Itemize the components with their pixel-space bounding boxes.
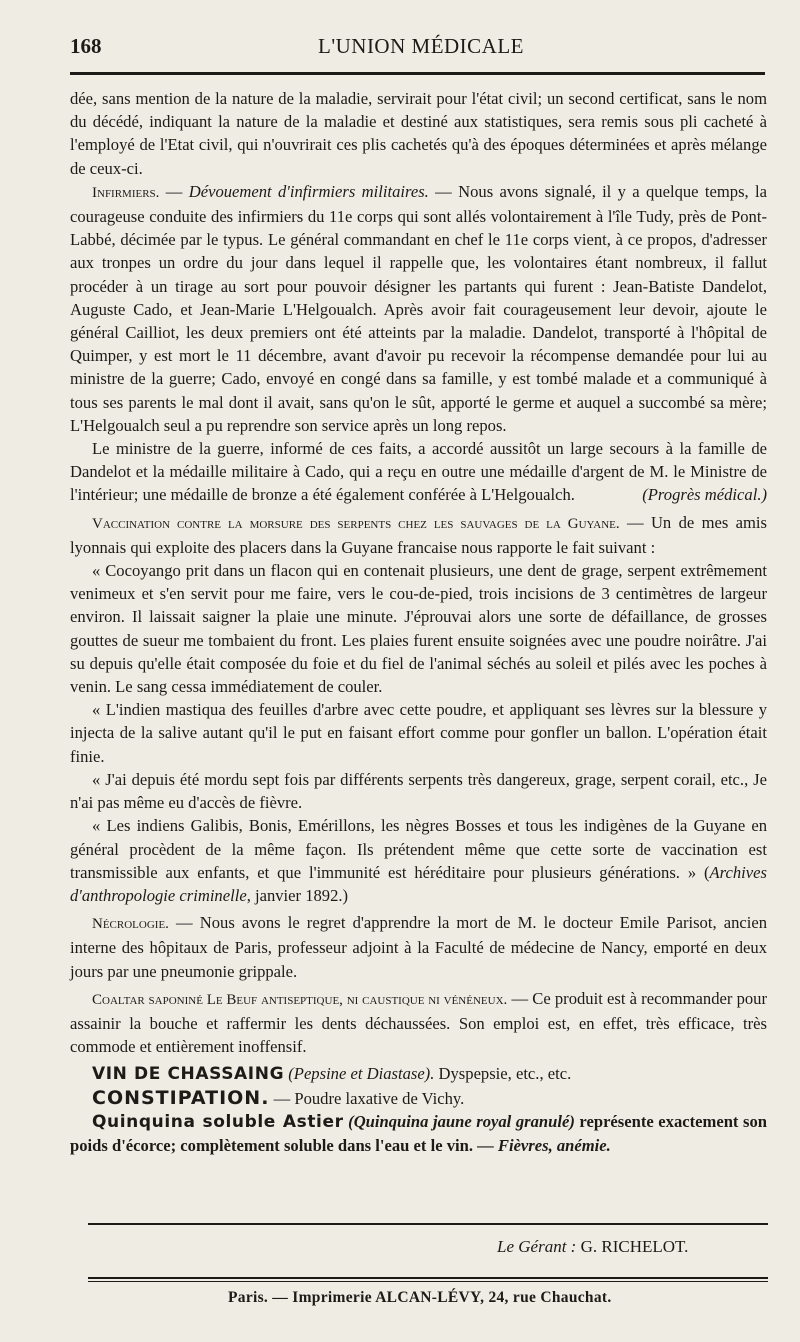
- paragraph-coaltar: Coaltar saponiné Le Beuf antiseptique, ni caustique ni vénéneux. — Ce produit est à recommander pour assainir la bouche et raffermir les dents déchaussées. Son emploi est, en effet, très efficace, très commode et entièrement inoffensif.: [70, 988, 768, 1057]
- ad-product-text: représente exactement son poids d'écorce; complètement soluble dans l'eau et le vin. —: [70, 1111, 767, 1155]
- journal-title: L'UNION MÉDICALE: [318, 34, 525, 58]
- footer-rule: [88, 1223, 768, 1225]
- paragraph-quote-2: « L'indien mastiqua des feuilles d'arbre avec cette poudre, et appliquant ses lèvres sur la blessure y injecta de la salive autant qu'il le put en faisant effort comme pour gonfler un ballon. L'opération était finie.: [70, 700, 767, 766]
- paragraph-infirmiers: Infirmiers. — Dévouement d'infirmiers militaires. — Nous avons signalé, il y a quelque temps, la courageuse conduite des infirmiers du 11e corps qui sont allés volontairement à l'île Tudy, près de Pont-Labbé, décimée par le typus. Le général commandant en chef le 11e corps vient, à ce propos, d'adresser aux tronpes un ordre du jour dans lequel il rappelle que, les volontaires étant nombreux, il fallut procéder à un tirage au sort pour pouvoir désigner les partants qui furent : Jean-Batiste Dandelot, Auguste Cado, et Jean-Marie L'Helgoualch. Après avoir fait courageusement leur devoir, ajoute le général Cailliot, les deux premiers ont été atteints par la maladie. Dandelot, transporté à l'hôpital de Quimper, y est mort le 11 décembre, avant d'avoir pu recevoir la récompense demandée pour lui au ministre de la guerre; Cado, envoyé en congé dans sa famille, y est tombé malade et a communiqué à tous ses parents le mal dont il avait, sans qu'on le sût, apporté le germe et auquel a succombé sa mère; L'Helgoualch seul a pu reprendre son service après un long repos.: [70, 181, 767, 435]
- section-heading-necrologie: Nécrologie.: [92, 916, 169, 933]
- ad-product-sub: (Pepsine et Diastase).: [288, 1064, 435, 1084]
- section-heading-vaccination: Vaccination contre la morsure des serpents chez les sauvages de la Guyane.: [92, 515, 620, 532]
- section-heading-coaltar: Coaltar saponiné Le Beuf antiseptique, ni caustique ni vénéneux.: [92, 991, 508, 1008]
- paragraph-text: Un de mes amis lyonnais qui exploite des placers dans la Guyane francaise nous rapporte le fait suivant :: [70, 512, 767, 557]
- section-subheading: Dévouement d'infirmiers militaires.: [188, 181, 429, 201]
- ad-constipation: [70, 1087, 767, 1110]
- paragraph-necrologie: Nécrologie. — Nous avons le regret d'apprendre la mort de M. le docteur Emile Parisot, ancien interne des hôpitaux de Paris, professeur adjoint à la Faculté de médecine de Nancy, emporté en deux jours par une pneumonie grippale.: [70, 913, 768, 981]
- source-citation: Archives d'anthropologie criminelle: [70, 862, 767, 905]
- ad-product-name: Quinquina soluble Astier: [92, 1111, 344, 1132]
- paragraph-text: Nous avons signalé, il y a quelque temps, la courageuse conduite des infirmiers du 11e corps qui sont allés volontairement à l'île Tudy, près de Pont-Labbé, décimée par le typus. Le général commandant en chef le 11e corps vient, à ce propos, d'adresser aux tronpes un ordre du jour dans lequel il rappelle que, les volontaires étant nombreux, il fallut procéder à un tirage au sort pour pouvoir désigner les partants qui furent : Jean-Batiste Dandelot, Auguste Cado, et Jean-Marie L'Helgoualch. Après avoir fait courageusement leur devoir, ajoute le général Cailliot, les deux premiers ont été atteints par la maladie. Dandelot, transporté à l'hôpital de Quimper, y est mort le 11 décembre, avant d'avoir pu recevoir la récompense demandée pour lui au ministre de la guerre; Cado, envoyé en congé dans sa famille, y est tombé malade et a communiqué à tous ses parents le mal dont il avait, sans qu'on le sût, apporté le germe et auquel a succombé sa mère; L'Helgoualch seul a pu reprendre son service après un long repos.: [70, 181, 767, 435]
- paragraph-continuation: dée, sans mention de la nature de la maladie, servirait pour l'état civil; un second certificat, sans le nom du décédé, indiquant la nature de la maladie et destiné aux statistiques, sera remis sous pli cacheté à l'employé de l'Etat civil, qui n'ouvrirait ces plis cachetés qu'à des époques déterminées et après mélange de ceux-ci.: [70, 89, 767, 178]
- ad-product-tail: Fièvres, anémie.: [497, 1135, 611, 1155]
- gerant-signature: [497, 1237, 688, 1257]
- header-rule: [70, 72, 765, 75]
- imprint-rule: [88, 1277, 768, 1279]
- paragraph-text: « Les indiens Galibis, Bonis, Emérillons, les nègres Bosses et tous les indigènes de la Guyane en général procèdent de la même façon. Ils prétendent même que cette sorte de vaccination est transmissible aux enfants, et que l'immunité est héréditaire pour plusieurs générations. » (: [70, 816, 767, 882]
- paragraph-ministre: [70, 437, 767, 507]
- citation-date: , janvier 1892.): [246, 885, 349, 905]
- ad-product-name: CONSTIPATION.: [92, 1086, 270, 1109]
- source-citation: (Progrès médical.): [642, 485, 767, 505]
- running-header: [70, 34, 770, 64]
- gerant-label: Le Gérant :: [497, 1237, 577, 1256]
- ad-vin-chassaing: [70, 1062, 767, 1086]
- ad-quinquina: [70, 1110, 767, 1157]
- section-heading-infirmiers: Infirmiers.: [92, 184, 160, 201]
- paragraph-text: Nous avons le regret d'apprendre la mort de M. le docteur Emile Parisot, ancien interne des hôpitaux de Paris, professeur adjoint à la Faculté de médecine de Nancy, emporté en deux jours par une pneumonie grippale.: [70, 913, 768, 981]
- gerant-name: G. RICHELOT.: [580, 1237, 689, 1256]
- printer-imprint: Paris. — Imprimerie ALCAN-LÉVY, 24, rue Chauchat.: [228, 1289, 612, 1306]
- ad-product-name: VIN DE CHASSAING: [92, 1064, 285, 1085]
- ad-product-sub: (Quinquina jaune royal granulé): [348, 1111, 575, 1131]
- article-body: [70, 87, 767, 1157]
- paragraph-quote-1: « Cocoyango prit dans un flacon qui en contenait plusieurs, une dent de grage, serpent extrêmement venimeux et s'en servit pour me faire, vers le cou-de-pied, trois incisions de 3 centimètres de largeur environ. Il laissait saigner la plaie une minute. J'éprouvai alors une sorte de défaillance, de grosses gouttes de sueur me tombaient du front. Les plaies furent ensuite soignées avec une poudre noirâtre. J'ai su depuis qu'elle était composée du foie et du fiel de l'animal séchés au soleil et pilés avec les poches à venin. Le sang cessa immédiatement de couler.: [70, 561, 767, 697]
- paragraph-quote-4: [70, 814, 767, 907]
- ad-product-text: — Poudre laxative de Vichy.: [273, 1088, 465, 1108]
- paragraph-vaccination: Vaccination contre la morsure des serpents chez les sauvages de la Guyane. — Un de mes amis lyonnais qui exploite des placers dans la Guyane francaise nous rapporte le fait suivant :: [70, 512, 767, 557]
- ad-product-text: Dyspepsie, etc., etc.: [438, 1064, 572, 1084]
- paragraph-quote-3: « J'ai depuis été mordu sept fois par différents serpents très dangereux, grage, serpent corail, etc., Je n'ai pas même eu d'accès de fièvre.: [70, 769, 767, 813]
- paragraph-text: Le ministre de la guerre, informé de ces faits, a accordé aussitôt un large secours à la famille de Dandelot et la médaille militaire à Cado, qui a reçu en outre une médaille d'argent de M. le Ministre de l'intérieur; une médaille de bronze a été également conférée à L'Helgoualch.: [70, 439, 767, 505]
- paragraph-text: Ce produit est à recommander pour assainir la bouche et raffermir les dents déchaussées. Son emploi est, en effet, très efficace, très commode et entièrement inoffensif.: [70, 988, 768, 1057]
- imprint-rule-thin: [88, 1281, 768, 1282]
- page-number: 168: [70, 34, 102, 58]
